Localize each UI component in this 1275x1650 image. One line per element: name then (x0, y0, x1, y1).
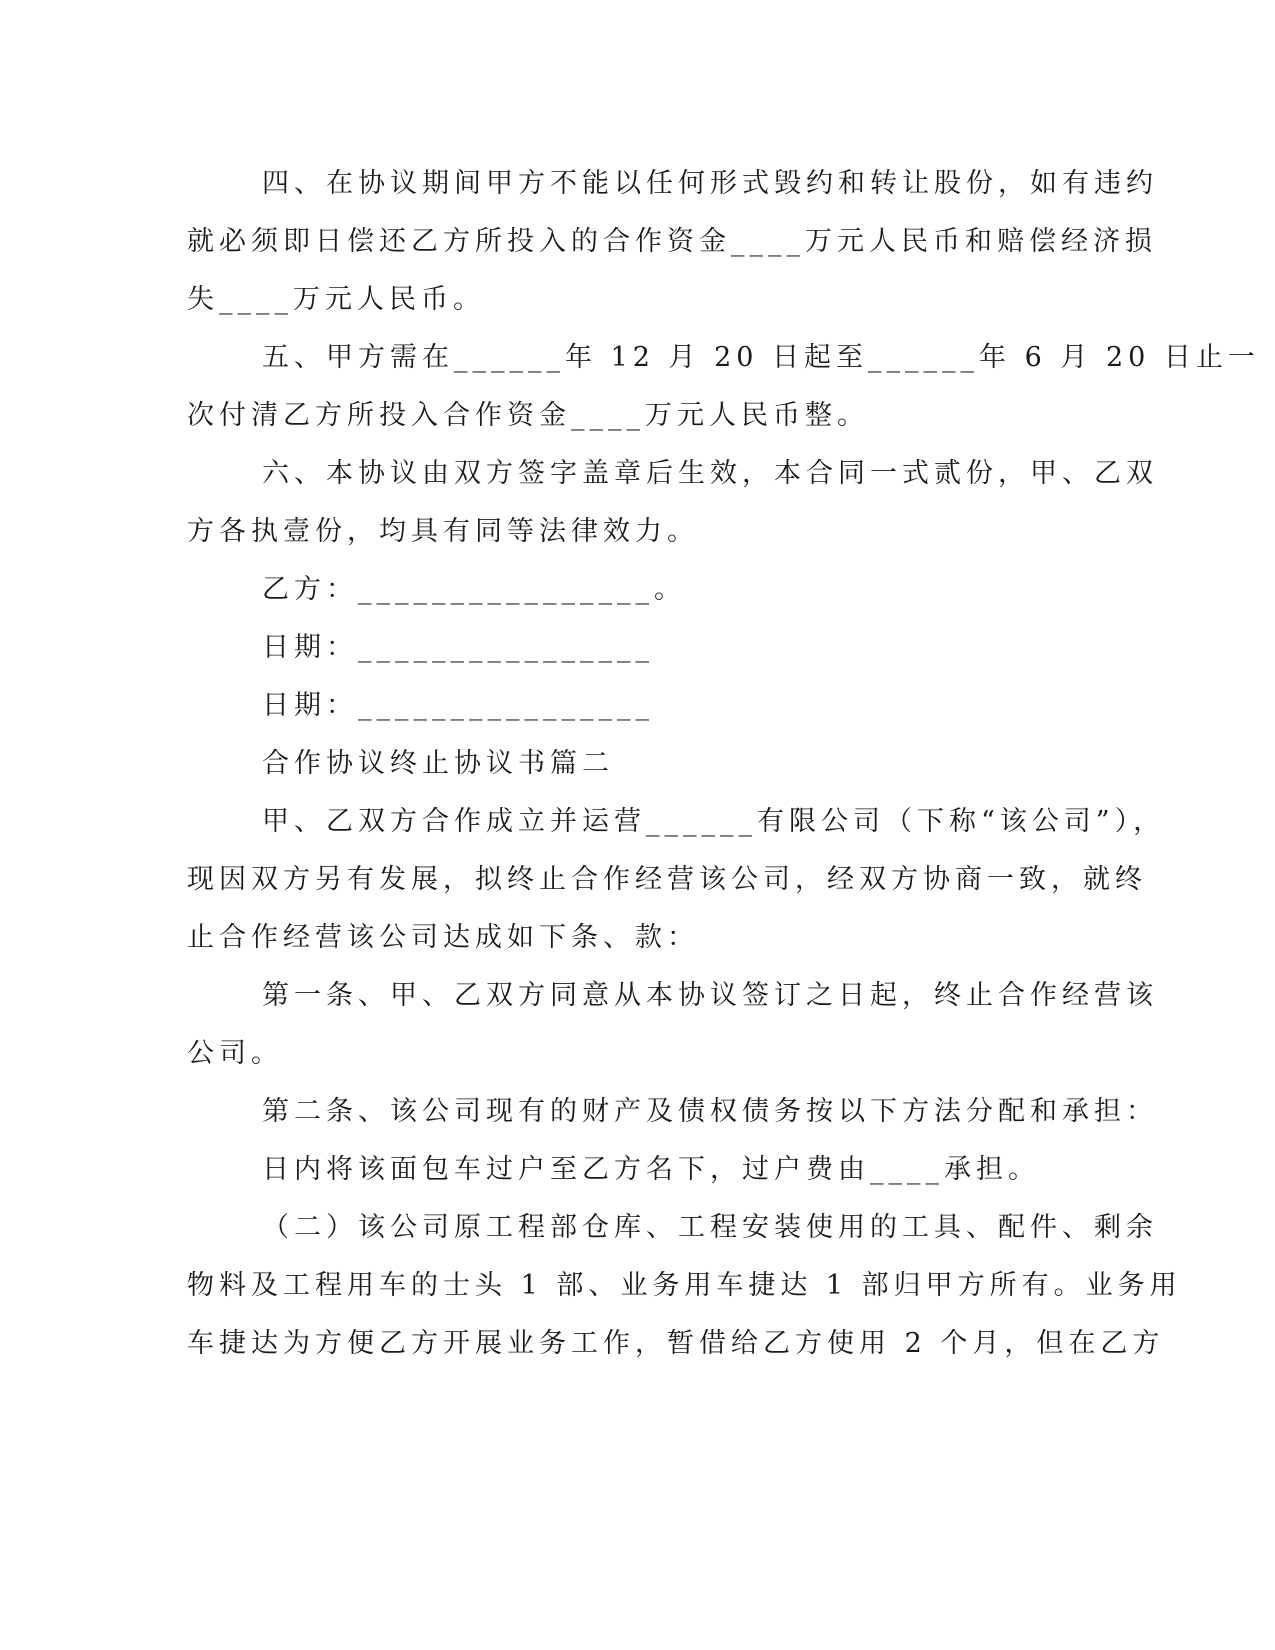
clause-five-line-1: 五、甲方需在______年 12 月 20 日起至______年 6 月 20 日止一 (262, 342, 1260, 373)
clause-six-line-1: 六、本协议由双方签字盖章后生效，本合同一式贰份，甲、乙双 (262, 458, 1158, 489)
article-one-line-1: 第一条、甲、乙双方同意从本协议签订之日起，终止合作经营该 (262, 980, 1158, 1011)
clause-five-line-2: 次付清乙方所投入合作资金____万元人民币整。 (187, 400, 869, 431)
clause-six-line-2: 方各执壹份，均具有同等法律效力。 (187, 516, 699, 547)
section-heading: 合作协议终止协议书篇二 (262, 748, 614, 779)
item-two-line-1: （二）该公司原工程部仓库、工程安装使用的工具、配件、剩余 (262, 1212, 1158, 1243)
article-two-line-2: 日内将该面包车过户至乙方名下，过户费由____承担。 (262, 1154, 1040, 1185)
preamble-line-3: 止合作经营该公司达成如下条、款： (187, 922, 699, 953)
clause-four-line-3: 失____万元人民币。 (187, 284, 485, 315)
item-two-line-2: 物料及工程用车的士头 1 部、业务用车捷达 1 部归甲方所有。业务用 (187, 1270, 1182, 1301)
date-line-1: 日期：________________ (262, 632, 654, 663)
clause-four-line-1: 四、在协议期间甲方不能以任何形式毁约和转让股份，如有违约 (262, 168, 1158, 199)
article-one-line-2: 公司。 (187, 1038, 283, 1069)
item-two-line-3: 车捷达为方便乙方开展业务工作，暂借给乙方使用 2 个月，但在乙方 (187, 1328, 1165, 1359)
party-b-signature-line: 乙方：________________。 (262, 574, 686, 605)
preamble-line-2: 现因双方另有发展，拟终止合作经营该公司，经双方协商一致，就终 (187, 864, 1147, 895)
preamble-line-1: 甲、乙双方合作成立并运营______有限公司（下称“该公司”）， (262, 806, 1166, 837)
article-two-line-1: 第二条、该公司现有的财产及债权债务按以下方法分配和承担： (262, 1096, 1158, 1127)
date-line-2: 日期：________________ (262, 690, 654, 721)
clause-four-line-2: 就必须即日偿还乙方所投入的合作资金____万元人民币和赔偿经济损 (187, 226, 1157, 257)
